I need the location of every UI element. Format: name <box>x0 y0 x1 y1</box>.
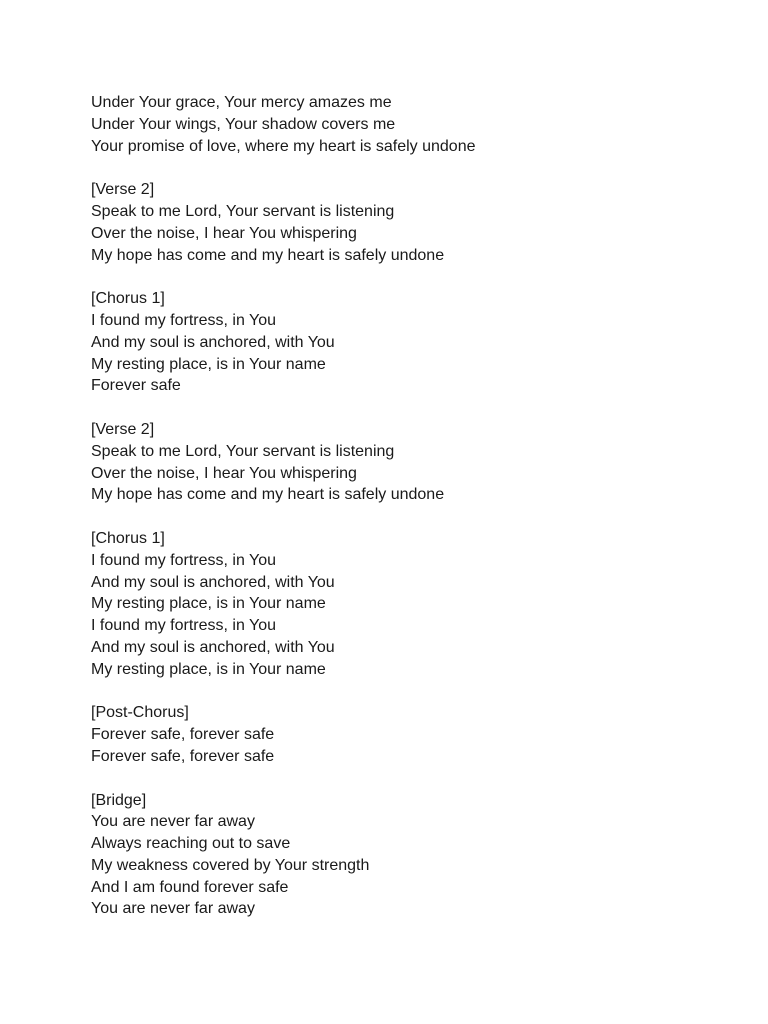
section-heading: [Verse 2] <box>91 420 155 438</box>
section-heading: [Chorus 1] <box>91 529 165 547</box>
lyric-line: You are never far away <box>91 900 255 918</box>
lyric-line: Always reaching out to save <box>91 835 291 853</box>
blank-line <box>91 397 731 419</box>
lyric-line: Over the noise, I hear You whispering <box>91 464 357 482</box>
lyric-line: Speak to me Lord, Your servant is listening <box>91 442 395 460</box>
lyric-line: Under Your grace, Your mercy amazes me <box>91 94 392 111</box>
section-heading: [Verse 2] <box>91 181 155 199</box>
lyrics-text <box>91 92 731 920</box>
lyric-line: I found my fortress, in You <box>91 311 276 329</box>
lyric-line: And my soul is anchored, with You <box>91 573 335 591</box>
lyric-line: Speak to me Lord, Your servant is listening <box>91 202 395 220</box>
lyric-line: Under Your wings, Your shadow covers me <box>91 115 396 133</box>
lyric-line: My hope has come and my heart is safely undone <box>91 486 445 504</box>
lyric-line: My resting place, is in Your name <box>91 355 326 373</box>
lyric-line: You are never far away <box>91 813 255 831</box>
lyric-line: Forever safe <box>91 377 181 395</box>
lyric-line: I found my fortress, in You <box>91 617 276 635</box>
section-heading: [Bridge] <box>91 791 147 809</box>
lyric-line: And my soul is anchored, with You <box>91 638 335 656</box>
lyric-line: My hope has come and my heart is safely undone <box>91 246 445 264</box>
lyric-line: I found my fortress, in You <box>91 551 276 569</box>
section-heading: [Post-Chorus] <box>91 704 189 722</box>
blank-line <box>91 506 731 528</box>
lyric-line: Your promise of love, where my heart is safely undone <box>91 137 476 155</box>
lyric-line: Forever safe, forever safe <box>91 726 275 744</box>
lyric-line: And I am found forever safe <box>91 878 289 896</box>
section-heading: [Chorus 1] <box>91 290 165 308</box>
lyric-line: Over the noise, I hear You whispering <box>91 224 357 242</box>
blank-line <box>91 266 731 288</box>
lyric-line: My weakness covered by Your strength <box>91 856 370 874</box>
blank-line <box>91 157 731 179</box>
lyric-line: And my soul is anchored, with You <box>91 333 335 351</box>
blank-line <box>91 768 731 790</box>
lyric-line: Forever safe, forever safe <box>91 747 275 765</box>
lyric-line: My resting place, is in Your name <box>91 660 326 678</box>
blank-line <box>91 681 731 703</box>
lyric-line: My resting place, is in Your name <box>91 595 326 613</box>
